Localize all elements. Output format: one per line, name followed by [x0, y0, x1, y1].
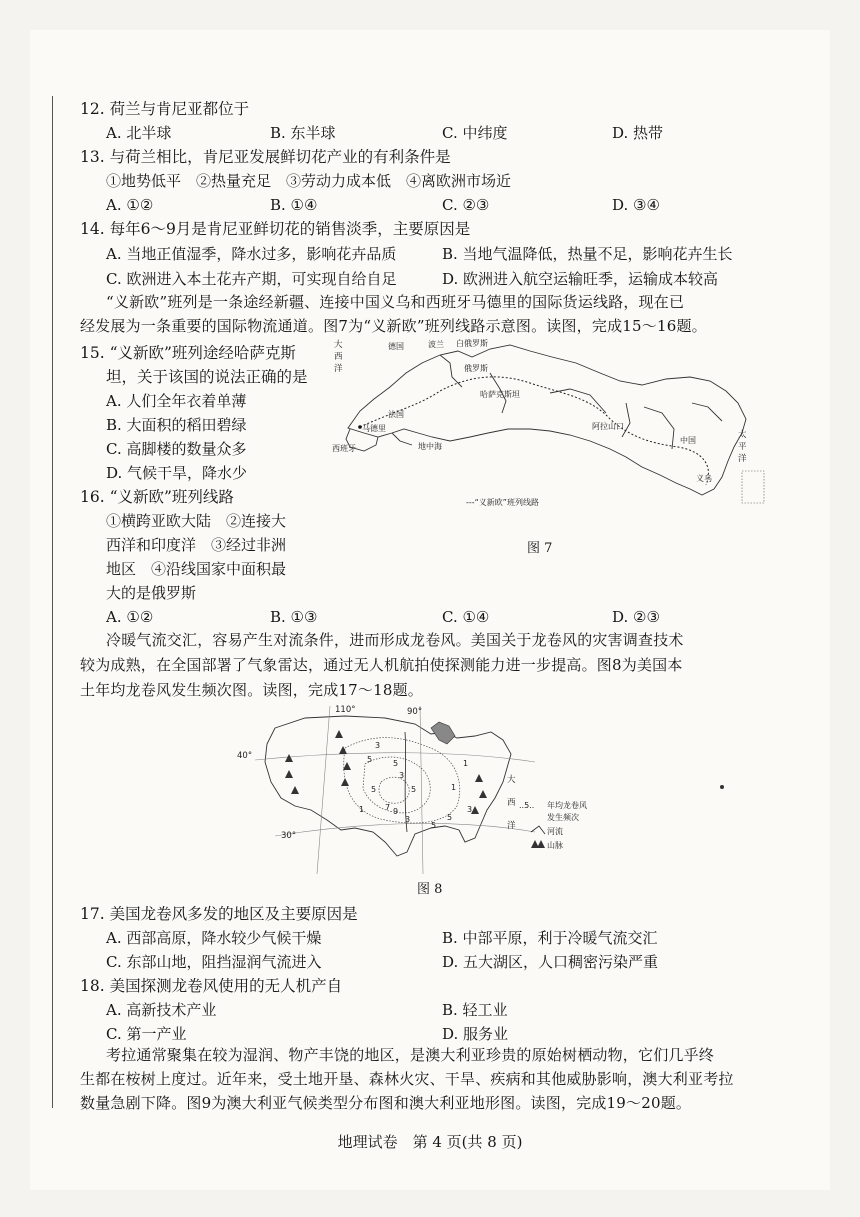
legend-river-icon — [531, 826, 545, 834]
q14-option-c: C. 欧洲进入本土花卉产期，可实现自给自足 — [106, 270, 397, 288]
contour-value: 3 — [375, 741, 381, 750]
label-alashankou: 阿拉山口 — [592, 422, 624, 431]
q17-option-d: D. 五大湖区，人口稠密污染严重 — [442, 953, 659, 971]
intro-15-16-line1: “义新欧”班列是一条途经新疆、连接中国义乌和西班牙马德里的国际货运线路，现在已 — [106, 293, 685, 311]
label-madrid: 马德里 — [362, 424, 386, 433]
q17-option-b: B. 中部平原，利于冷暖气流交汇 — [442, 929, 658, 947]
contour-value: 3 — [467, 805, 473, 814]
intro-19-20-line3: 数量急剧下降。图9为澳大利亚气候类型分布图和澳大利亚地形图。读图，完成19～20题。 — [80, 1094, 692, 1112]
legend-mountain-label: 山脉 — [547, 841, 563, 850]
figure-7-caption: 图 7 — [527, 541, 553, 556]
label-atlantic-1: 大 — [507, 775, 516, 785]
label-atlantic-3: 洋 — [334, 364, 343, 374]
page-footer: 地理试卷 第 4 页(共 8 页) — [337, 1133, 523, 1151]
contour-value: 1 — [359, 805, 365, 814]
binding-margin-line — [52, 96, 53, 1108]
q16-items-line1: ①横跨亚欧大陆 ②连接大 — [106, 512, 287, 530]
contour-value: 5 — [393, 759, 399, 768]
intro-17-18-line2: 较为成熟，在全国部署了气象雷达，通过无人机航拍使探测能力进一步提高。图8为美国本 — [80, 656, 683, 674]
contour-value: 1 — [451, 783, 457, 792]
label-kazakhstan: 哈萨克斯坦 — [480, 390, 520, 399]
question-17-stem: 17. 美国龙卷风多发的地区及主要原因是 — [80, 905, 358, 923]
q14-option-d: D. 欧洲进入航空运输旺季，运输成本较高 — [442, 270, 719, 288]
q13-option-a: A. ①② — [106, 196, 154, 214]
label-atlantic-3: 洋 — [507, 821, 516, 831]
label-mediterranean: 地中海 — [418, 442, 442, 451]
label-poland: 波兰 — [428, 340, 444, 349]
q16-option-c: C. ①④ — [442, 608, 490, 626]
label-atlantic-2: 西 — [507, 798, 516, 808]
label-pacific-3: 洋 — [738, 454, 747, 464]
south-china-sea-inset — [742, 471, 764, 503]
q12-option-b: B. 东半球 — [270, 124, 336, 142]
lon-label-110: 110° — [335, 705, 356, 715]
q13-items: ①地势低平 ②热量充足 ③劳动力成本低 ④离欧洲市场近 — [106, 172, 512, 190]
q18-option-a: A. 高新技术产业 — [106, 1001, 217, 1019]
q15-option-b: B. 大面积的稻田碧绿 — [106, 416, 247, 434]
intro-17-18-line3: 土年均龙卷风发生频次图。读图，完成17～18题。 — [80, 681, 423, 699]
question-16-stem: 16. “义新欧”班列线路 — [80, 488, 234, 506]
label-spain: 西班牙 — [332, 444, 356, 453]
q15-option-a: A. 人们全年衣着单薄 — [106, 392, 247, 410]
q18-option-d: D. 服务业 — [442, 1025, 509, 1043]
question-18-stem: 18. 美国探测龙卷风使用的无人机产自 — [80, 977, 343, 995]
q17-option-c: C. 东部山地，阻挡湿润气流进入 — [106, 953, 322, 971]
figure-8-tornado-map — [235, 702, 630, 874]
great-lakes — [431, 722, 455, 744]
legend-contour-label-2: 发生频次 — [547, 813, 579, 822]
label-china: 中国 — [680, 436, 696, 445]
contour-value: 5 — [371, 785, 377, 794]
q14-option-a: A. 当地正值湿季，降水过多，影响花卉品质 — [106, 245, 397, 263]
intro-17-18-line1: 冷暖气流交汇，容易产生对流条件，进而形成龙卷风。美国关于龙卷风的灾害调查技术 — [106, 631, 684, 649]
lat-label-30: 30° — [281, 831, 297, 841]
figure-7-legend: ---“义新欧”班列线路 — [466, 498, 539, 507]
contour-value: 7 — [385, 803, 391, 812]
contour-value: 9 — [393, 807, 399, 816]
contour-value: 3 — [405, 815, 411, 824]
contour-value: 5 — [411, 785, 417, 794]
contour-value: 3 — [399, 771, 405, 780]
contour-value: 5 — [431, 821, 437, 830]
question-15-stem-line2: 坦，关于该国的说法正确的是 — [106, 368, 308, 386]
q16-option-d: D. ②③ — [612, 608, 660, 626]
q15-option-c: C. 高脚楼的数量众多 — [106, 440, 247, 458]
contour-value: 5 — [367, 755, 373, 764]
label-atlantic-2: 西 — [334, 352, 343, 362]
eurasia-outline — [346, 345, 746, 495]
contour-value: 1 — [463, 759, 469, 768]
lat-label-40: 40° — [237, 751, 253, 761]
q16-items-line2: 西洋和印度洋 ③经过非洲 — [106, 536, 287, 554]
legend-mountain-icon — [531, 840, 545, 848]
q16-items-line4: 大的是俄罗斯 — [106, 584, 197, 602]
label-belarus: 白俄罗斯 — [456, 339, 488, 348]
label-pacific-2: 平 — [738, 442, 747, 452]
label-atlantic-1: 大 — [334, 340, 343, 350]
contour-value: 5 — [447, 813, 453, 822]
legend-contour-symbol: ..5.. — [519, 801, 535, 810]
legend-contour-label: 年均龙卷风 — [547, 801, 587, 810]
q13-option-d: D. ③④ — [612, 196, 660, 214]
question-14-stem: 14. 每年6～9月是肯尼亚鲜切花的销售淡季，主要原因是 — [80, 220, 471, 238]
usa-outline — [265, 716, 511, 856]
figure-7-route-map — [330, 333, 778, 528]
q18-option-b: B. 轻工业 — [442, 1001, 508, 1019]
q18-option-c: C. 第一产业 — [106, 1025, 187, 1043]
scan-speck — [720, 785, 724, 789]
q13-option-b: B. ①④ — [270, 196, 318, 214]
question-15-stem-line1: 15. “义新欧”班列途经哈萨克斯 — [80, 344, 296, 362]
q12-option-a: A. 北半球 — [106, 124, 172, 142]
figure-8-caption: 图 8 — [417, 882, 443, 897]
q16-option-a: A. ①② — [106, 608, 154, 626]
intro-19-20-line1: 考拉通常聚集在较为湿润、物产丰饶的地区，是澳大利亚珍贵的原始树栖动物，它们几乎终 — [106, 1046, 715, 1064]
intro-19-20-line2: 生都在桉树上度过。近年来，受土地开垦、森林火灾、干旱、疾病和其他威胁影响，澳大利亚考拉 — [80, 1070, 734, 1088]
q12-option-c: C. 中纬度 — [442, 124, 508, 142]
label-germany: 德国 — [388, 342, 404, 351]
question-12-stem: 12. 荷兰与肯尼亚都位于 — [80, 100, 250, 118]
q13-option-c: C. ②③ — [442, 196, 490, 214]
q14-option-b: B. 当地气温降低，热量不足，影响花卉生长 — [442, 245, 733, 263]
question-13-stem: 13. 与荷兰相比，肯尼亚发展鲜切花产业的有利条件是 — [80, 148, 451, 166]
legend-river-label: 河流 — [547, 827, 563, 836]
q16-items-line3: 地区 ④沿线国家中面积最 — [106, 560, 287, 578]
q17-option-a: A. 西部高原，降水较少气候干燥 — [106, 929, 322, 947]
label-russia: 俄罗斯 — [464, 364, 488, 373]
label-yiwu: 义乌 — [696, 474, 712, 483]
q15-option-d: D. 气候干旱，降水少 — [106, 464, 248, 482]
q12-option-d: D. 热带 — [612, 124, 664, 142]
q16-option-b: B. ①③ — [270, 608, 318, 626]
intro-15-16-line2: 经发展为一条重要的国际物流通道。图7为“义新欧”班列线路示意图。读图，完成15～16题。 — [80, 317, 707, 335]
lon-label-90: 90° — [407, 707, 423, 717]
label-france: 法国 — [388, 410, 404, 419]
label-pacific-1: 太 — [738, 430, 747, 440]
